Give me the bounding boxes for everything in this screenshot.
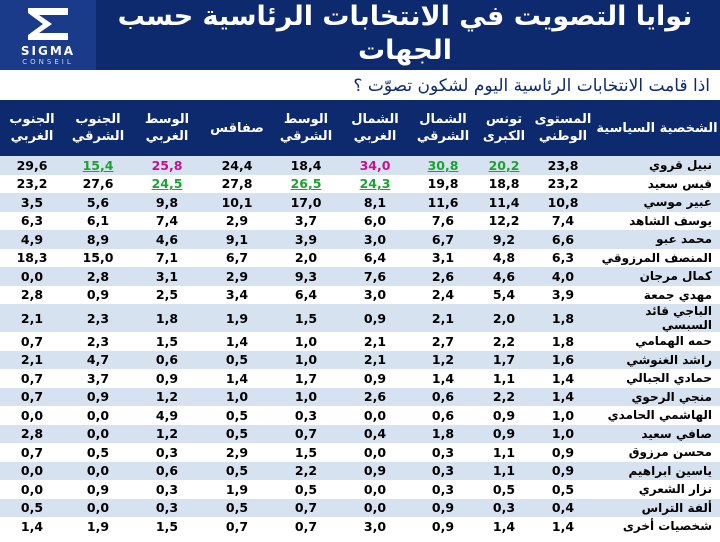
value-cell: 2,8: [0, 425, 64, 444]
value-cell: 0,7: [272, 499, 340, 518]
value-cell: 11,4: [476, 193, 532, 212]
value-cell: 9,8: [132, 193, 202, 212]
table-row: [0, 388, 720, 407]
value-cell: 1,6: [532, 351, 594, 370]
candidate-name: قيس سعيد: [594, 175, 720, 194]
value-cell: 0,9: [532, 462, 594, 481]
value-cell: 3,1: [410, 249, 476, 268]
value-cell: 17,0: [272, 193, 340, 212]
value-cell: 3,9: [272, 230, 340, 249]
table-body: [0, 156, 720, 536]
column-header-name: الشخصية السياسية: [594, 100, 720, 156]
table-row: [0, 462, 720, 481]
value-cell: 4,9: [0, 230, 64, 249]
value-cell: 0,0: [0, 267, 64, 286]
value-cell: 3,7: [64, 369, 132, 388]
table-row: [0, 425, 720, 444]
value-cell: 1,9: [64, 517, 132, 536]
value-cell: 1,4: [532, 388, 594, 407]
value-cell: 3,4: [202, 286, 272, 305]
value-cell: 1,8: [132, 304, 202, 332]
value-cell: 0,7: [0, 388, 64, 407]
value-cell: 2,1: [0, 351, 64, 370]
value-cell: 0,6: [410, 406, 476, 425]
value-cell: 2,9: [202, 212, 272, 231]
value-cell: 0,9: [340, 462, 410, 481]
survey-question: اذا قامت الانتخابات الرئاسية اليوم لشكون تصوّت ؟: [353, 76, 710, 96]
value-cell: 6,7: [202, 249, 272, 268]
value-cell: 5,6: [64, 193, 132, 212]
value-cell: 0,7: [272, 425, 340, 444]
value-cell: 2,8: [64, 267, 132, 286]
table-row: [0, 351, 720, 370]
value-cell: 1,4: [476, 517, 532, 536]
value-cell: 0,6: [132, 462, 202, 481]
value-cell: 0,3: [272, 406, 340, 425]
value-cell: 6,4: [272, 286, 340, 305]
value-cell: 0,5: [202, 406, 272, 425]
value-cell: 2,4: [410, 286, 476, 305]
value-cell: 6,3: [0, 212, 64, 231]
value-cell: 0,0: [64, 425, 132, 444]
candidate-name: يوسف الشاهد: [594, 212, 720, 231]
value-cell: 0,5: [272, 480, 340, 499]
value-cell: 2,9: [202, 443, 272, 462]
candidate-name: شخصيات أخرى: [594, 517, 720, 536]
value-cell: 19,8: [410, 175, 476, 194]
value-cell: 1,5: [132, 332, 202, 351]
value-cell: 7,1: [132, 249, 202, 268]
candidate-name: منجي الرحوي: [594, 388, 720, 407]
value-cell: 24,4: [202, 156, 272, 175]
value-cell: 0,7: [272, 517, 340, 536]
value-cell: 1,4: [202, 369, 272, 388]
candidate-name: حمادي الجبالي: [594, 369, 720, 388]
candidate-name: صافي سعيد: [594, 425, 720, 444]
value-cell: 0,9: [476, 406, 532, 425]
value-cell: 0,0: [0, 480, 64, 499]
value-cell: 1,5: [132, 517, 202, 536]
table-row: [0, 230, 720, 249]
candidate-name: محسن مرزوق: [594, 443, 720, 462]
value-cell: 0,5: [476, 480, 532, 499]
value-cell: 2,8: [0, 286, 64, 305]
value-cell: 2,6: [340, 388, 410, 407]
value-cell: 4,7: [64, 351, 132, 370]
value-cell: 26,5: [272, 175, 340, 194]
value-cell: 1,2: [410, 351, 476, 370]
value-cell: 0,9: [340, 304, 410, 332]
value-cell: 1,0: [272, 332, 340, 351]
table-row: [0, 156, 720, 175]
value-cell: 0,0: [64, 462, 132, 481]
value-cell: 8,1: [340, 193, 410, 212]
value-cell: 0,3: [410, 462, 476, 481]
value-cell: 2,5: [132, 286, 202, 305]
page-title: نوايا التصويت في الانتخابات الرئاسية حسب الجهات: [117, 1, 693, 66]
value-cell: 2,1: [0, 304, 64, 332]
table-row: [0, 443, 720, 462]
value-cell: 2,6: [410, 267, 476, 286]
value-cell: 2,3: [64, 332, 132, 351]
value-cell: 0,5: [202, 425, 272, 444]
value-cell: 18,3: [0, 249, 64, 268]
value-cell: 10,1: [202, 193, 272, 212]
value-cell: 0,9: [64, 286, 132, 305]
table-row: [0, 304, 720, 332]
value-cell: 0,3: [476, 499, 532, 518]
logo-subtext: CONSEIL: [22, 58, 74, 66]
value-cell: 0,9: [532, 443, 594, 462]
value-cell: 7,6: [340, 267, 410, 286]
value-cell: 1,0: [272, 388, 340, 407]
value-cell: 6,1: [64, 212, 132, 231]
value-cell: 4,0: [532, 267, 594, 286]
column-header-region: الجنوب الشرقي: [64, 100, 132, 156]
value-cell: 0,3: [410, 443, 476, 462]
value-cell: 2,0: [476, 304, 532, 332]
value-cell: 2,1: [340, 351, 410, 370]
value-cell: 6,6: [532, 230, 594, 249]
value-cell: 1,1: [476, 462, 532, 481]
column-header-region: الوسط الشرقي: [272, 100, 340, 156]
table-row: [0, 267, 720, 286]
value-cell: 3,9: [532, 286, 594, 305]
value-cell: 0,7: [0, 332, 64, 351]
value-cell: 23,2: [532, 175, 594, 194]
logo-text: SIGMA: [20, 44, 76, 58]
title-banner: [0, 0, 720, 70]
value-cell: 5,4: [476, 286, 532, 305]
value-cell: 0,9: [476, 425, 532, 444]
sigma-icon: [26, 6, 70, 42]
value-cell: 1,1: [476, 443, 532, 462]
value-cell: 0,5: [202, 462, 272, 481]
value-cell: 2,0: [272, 249, 340, 268]
column-header-region: الجنوب الغربي: [0, 100, 64, 156]
value-cell: 0,9: [410, 517, 476, 536]
value-cell: 3,5: [0, 193, 64, 212]
value-cell: 0,3: [410, 480, 476, 499]
table-row: [0, 406, 720, 425]
value-cell: 1,7: [272, 369, 340, 388]
candidate-name: ألفة التراس: [594, 499, 720, 518]
candidate-name: المنصف المرزوقي: [594, 249, 720, 268]
value-cell: 6,3: [532, 249, 594, 268]
table-row: [0, 499, 720, 518]
value-cell: 2,3: [64, 304, 132, 332]
value-cell: 0,6: [410, 388, 476, 407]
value-cell: 0,5: [202, 499, 272, 518]
value-cell: 1,0: [532, 425, 594, 444]
value-cell: 23,8: [532, 156, 594, 175]
value-cell: 2,2: [272, 462, 340, 481]
value-cell: 0,3: [132, 499, 202, 518]
value-cell: 0,5: [532, 480, 594, 499]
table-row: [0, 212, 720, 231]
table-row: [0, 332, 720, 351]
value-cell: 1,0: [202, 388, 272, 407]
value-cell: 1,2: [132, 425, 202, 444]
value-cell: 0,0: [340, 443, 410, 462]
value-cell: 1,4: [0, 517, 64, 536]
value-cell: 0,4: [340, 425, 410, 444]
value-cell: 1,8: [410, 425, 476, 444]
value-cell: 8,9: [64, 230, 132, 249]
value-cell: 3,0: [340, 230, 410, 249]
value-cell: 34,0: [340, 156, 410, 175]
value-cell: 7,6: [410, 212, 476, 231]
value-cell: 23,2: [0, 175, 64, 194]
value-cell: 0,0: [0, 462, 64, 481]
column-header-region: الشمال الغربي: [340, 100, 410, 156]
value-cell: 1,9: [202, 304, 272, 332]
value-cell: 9,1: [202, 230, 272, 249]
column-header-region: الشمال الشرقي: [410, 100, 476, 156]
value-cell: 20,2: [476, 156, 532, 175]
value-cell: 3,0: [340, 517, 410, 536]
value-cell: 0,7: [0, 369, 64, 388]
value-cell: 0,5: [202, 351, 272, 370]
table-row: [0, 517, 720, 536]
value-cell: 0,0: [340, 480, 410, 499]
value-cell: 11,6: [410, 193, 476, 212]
candidate-name: الهاشمي الحامدي: [594, 406, 720, 425]
candidate-name: كمال مرجان: [594, 267, 720, 286]
value-cell: 1,2: [132, 388, 202, 407]
value-cell: 6,4: [340, 249, 410, 268]
value-cell: 0,0: [340, 406, 410, 425]
value-cell: 1,7: [476, 351, 532, 370]
value-cell: 1,5: [272, 304, 340, 332]
value-cell: 1,8: [532, 304, 594, 332]
candidate-name: حمه الهمامي: [594, 332, 720, 351]
value-cell: 0,9: [132, 369, 202, 388]
table-row: [0, 369, 720, 388]
candidate-name: الباجي قائد السبسي: [594, 304, 720, 332]
value-cell: 9,3: [272, 267, 340, 286]
value-cell: 12,2: [476, 212, 532, 231]
value-cell: 18,4: [272, 156, 340, 175]
value-cell: 4,9: [132, 406, 202, 425]
value-cell: 4,6: [476, 267, 532, 286]
value-cell: 18,8: [476, 175, 532, 194]
table-row: [0, 286, 720, 305]
candidate-name: راشد الغنوشي: [594, 351, 720, 370]
value-cell: 9,2: [476, 230, 532, 249]
value-cell: 25,8: [132, 156, 202, 175]
value-cell: 1,9: [202, 480, 272, 499]
column-header-region: المستوى الوطني: [532, 100, 594, 156]
value-cell: 1,0: [272, 351, 340, 370]
value-cell: 7,4: [532, 212, 594, 231]
candidate-name: ياسين ابراهيم: [594, 462, 720, 481]
column-header-region: تونس الكبرى: [476, 100, 532, 156]
results-table: [0, 100, 720, 536]
table-header-row: [0, 100, 720, 156]
candidate-name: نزار الشعري: [594, 480, 720, 499]
candidate-name: نبيل قروي: [594, 156, 720, 175]
value-cell: 0,5: [0, 499, 64, 518]
value-cell: 0,9: [340, 369, 410, 388]
table-row: [0, 249, 720, 268]
candidate-name: مهدي جمعة: [594, 286, 720, 305]
value-cell: 2,1: [340, 332, 410, 351]
candidate-name: عبير موسي: [594, 193, 720, 212]
value-cell: 2,1: [410, 304, 476, 332]
value-cell: 1,8: [532, 332, 594, 351]
value-cell: 0,7: [202, 517, 272, 536]
value-cell: 7,4: [132, 212, 202, 231]
value-cell: 2,2: [476, 388, 532, 407]
value-cell: 24,5: [132, 175, 202, 194]
value-cell: 2,9: [202, 267, 272, 286]
value-cell: 27,8: [202, 175, 272, 194]
value-cell: 0,7: [0, 443, 64, 462]
value-cell: 10,8: [532, 193, 594, 212]
value-cell: 6,7: [410, 230, 476, 249]
value-cell: 0,9: [64, 388, 132, 407]
value-cell: 0,9: [410, 499, 476, 518]
value-cell: 15,4: [64, 156, 132, 175]
value-cell: 0,0: [0, 406, 64, 425]
value-cell: 2,2: [476, 332, 532, 351]
table-row: [0, 480, 720, 499]
value-cell: 1,5: [272, 443, 340, 462]
value-cell: 0,4: [532, 499, 594, 518]
value-cell: 15,0: [64, 249, 132, 268]
table-row: [0, 175, 720, 194]
value-cell: 3,7: [272, 212, 340, 231]
value-cell: 1,4: [410, 369, 476, 388]
value-cell: 0,0: [340, 499, 410, 518]
value-cell: 1,4: [532, 369, 594, 388]
value-cell: 29,6: [0, 156, 64, 175]
value-cell: 4,6: [132, 230, 202, 249]
value-cell: 0,9: [64, 480, 132, 499]
value-cell: 4,8: [476, 249, 532, 268]
value-cell: 0,0: [64, 406, 132, 425]
value-cell: 0,3: [132, 443, 202, 462]
value-cell: 3,1: [132, 267, 202, 286]
value-cell: 3,0: [340, 286, 410, 305]
value-cell: 6,0: [340, 212, 410, 231]
value-cell: 1,4: [532, 517, 594, 536]
value-cell: 27,6: [64, 175, 132, 194]
value-cell: 2,7: [410, 332, 476, 351]
sigma-logo: [0, 0, 96, 70]
value-cell: 0,3: [132, 480, 202, 499]
value-cell: 24,3: [340, 175, 410, 194]
value-cell: 0,0: [64, 499, 132, 518]
candidate-name: محمد عبو: [594, 230, 720, 249]
value-cell: 30,8: [410, 156, 476, 175]
value-cell: 0,6: [132, 351, 202, 370]
value-cell: 1,4: [202, 332, 272, 351]
column-header-region: صفاقس: [202, 100, 272, 156]
value-cell: 1,1: [476, 369, 532, 388]
value-cell: 0,5: [64, 443, 132, 462]
table-row: [0, 193, 720, 212]
value-cell: 1,0: [532, 406, 594, 425]
column-header-region: الوسط الغربي: [132, 100, 202, 156]
